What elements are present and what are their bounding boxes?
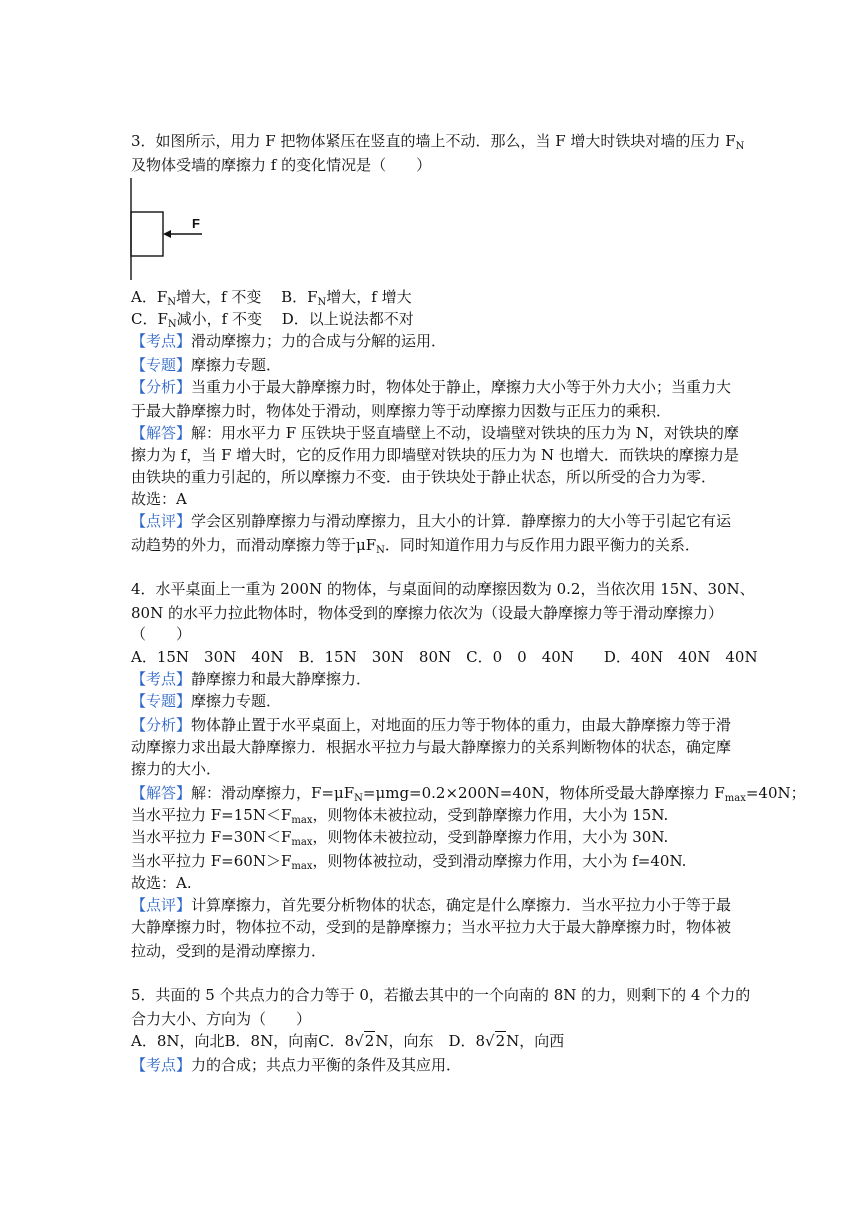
q3-dianping-line2: 动趋势的外力，而滑动摩擦力等于$\mu F_N$．同时知道作用力与反作用力跟平衡力的关系． [131, 536, 700, 556]
sqrt-symbol: √2 [354, 1032, 375, 1050]
q3-stem-line2: 及物体受墙的摩擦力 f 的变化情况是（ ） [131, 156, 432, 174]
q3-kaodian: 【考点】滑动摩擦力；力的合成与分解的运用． [131, 332, 447, 350]
q3-fenxi-line2: 于最大静摩擦力时，物体处于滑动，则摩擦力等于动摩擦力因数与正压力的乘积． [131, 402, 672, 420]
force-label: F [192, 216, 200, 231]
q4-dianping-line3: 拉动，受到的是滑动摩擦力． [131, 942, 327, 960]
q3-fenxi-line1: 【分析】当重力小于最大静摩擦力时，物体处于静止，摩擦力大小等于外力大小；当重力大 [131, 378, 732, 396]
q5-stem-line1: 5．共面的 5 个共点力的合力等于 0，若撤去其中的一个向南的 8N 的力，则剩下的 4 个力的 [131, 986, 751, 1004]
q4-jieda-line1: 【解答】解：滑动摩擦力，$F=\mu F_N=\mu mg=0.2\times 200N=40N$，物体所受最大静摩擦力 $F_{max}=40N$； [131, 784, 806, 804]
q3-zhuanti: 【专题】摩擦力专题． [131, 356, 282, 374]
q4-answer: 故选：A. [131, 874, 192, 892]
q4-stem-line3: （ ） [131, 625, 192, 643]
q4-fenxi-line2: 动摩擦力求出最大静摩擦力．根据水平拉力与最大静摩擦力的关系判断物体的状态，确定摩 [131, 738, 732, 756]
q3-options-line1: A．$F_N$增大，f 不变 B．$F_N$增大，f 增大 [131, 288, 412, 308]
q3-stem-line1: 3．如图所示，用力 F 把物体紧压在竖直的墙上不动．那么，当 F 增大时铁块对墙的压力 $F_N$ [131, 132, 745, 152]
block-rect [131, 212, 163, 256]
q4-fenxi-line1: 【分析】物体静止置于水平桌面上，对地面的压力等于物体的重力，由最大静摩擦力等于滑 [131, 716, 732, 734]
q4-zhuanti: 【专题】摩擦力专题． [131, 692, 282, 710]
q3-wall-block-figure [120, 176, 220, 284]
q4-jieda-line4: 当水平拉力 $F=60N>F_{max}$，则物体被拉动，受到滑动摩擦力作用，大小为 f=40N. [131, 852, 687, 872]
q4-dianping-line2: 大静摩擦力时，物体拉不动，受到的是静摩擦力；当水平拉力大于最大静摩擦力时，物体被 [131, 918, 732, 936]
q5-kaodian: 【考点】力的合成；共点力平衡的条件及其应用． [131, 1056, 462, 1074]
q3-answer: 故选：A [131, 490, 187, 508]
q4-options: A．15N 30N 40N B．15N 30N 80N C．0 0 40N D．40N 40N 40N [131, 648, 758, 666]
force-arrow-head [163, 230, 171, 238]
q4-fenxi-line3: 擦力的大小． [131, 760, 222, 778]
q3-dianping-line1: 【点评】学会区别静摩擦力与滑动摩擦力，且大小的计算．静摩擦力的大小等于引起它有运 [131, 512, 732, 530]
q4-dianping-line1: 【点评】计算摩擦力，首先要分析物体的状态，确定是什么摩擦力．当水平拉力小于等于最 [131, 896, 732, 914]
q3-jieda-line2: 擦力为 f，当 F 增大时，它的反作用力即墙壁对铁块的压力为 N 也增大．而铁块的摩擦力是 [131, 446, 739, 464]
q3-jieda-line3: 由铁块的重力引起的，所以摩擦力不变．由于铁块处于静止状态，所以所受的合力为零． [131, 468, 717, 486]
q4-stem-line2: 80N 的水平力拉此物体时，物体受到的摩擦力依次为（设最大静摩擦力等于滑动摩擦力） [131, 604, 723, 622]
q4-jieda-line2: 当水平拉力 $F=15N<F_{max}$，则物体未被拉动，受到静摩擦力作用，大小为 15N. [131, 806, 669, 826]
q3-jieda-line1: 【解答】解：用水平力 F 压铁块于竖直墙壁上不动，设墙壁对铁块的压力为 N，对铁块的摩 [131, 424, 739, 442]
q4-kaodian: 【考点】静摩擦力和最大静摩擦力． [131, 670, 372, 688]
q3-options-line2: C．$F_N$减小，f 不变 D．以上说法都不对 [131, 310, 414, 330]
q5-stem-line2: 合力大小、方向为（ ） [131, 1010, 312, 1028]
q5-options: A．8N，向北B．8N，向南C．8√2N，向东 D．8√2N，向西 [131, 1032, 565, 1050]
q4-jieda-line3: 当水平拉力 $F=30N<F_{max}$，则物体未被拉动，受到静摩擦力作用，大小为 30N. [131, 828, 669, 848]
sqrt-symbol: √2 [485, 1032, 506, 1050]
q4-stem-line1: 4．水平桌面上一重为 200N 的物体，与桌面间的动摩擦因数为 0.2，当依次用 15N、30N、 [131, 580, 755, 598]
